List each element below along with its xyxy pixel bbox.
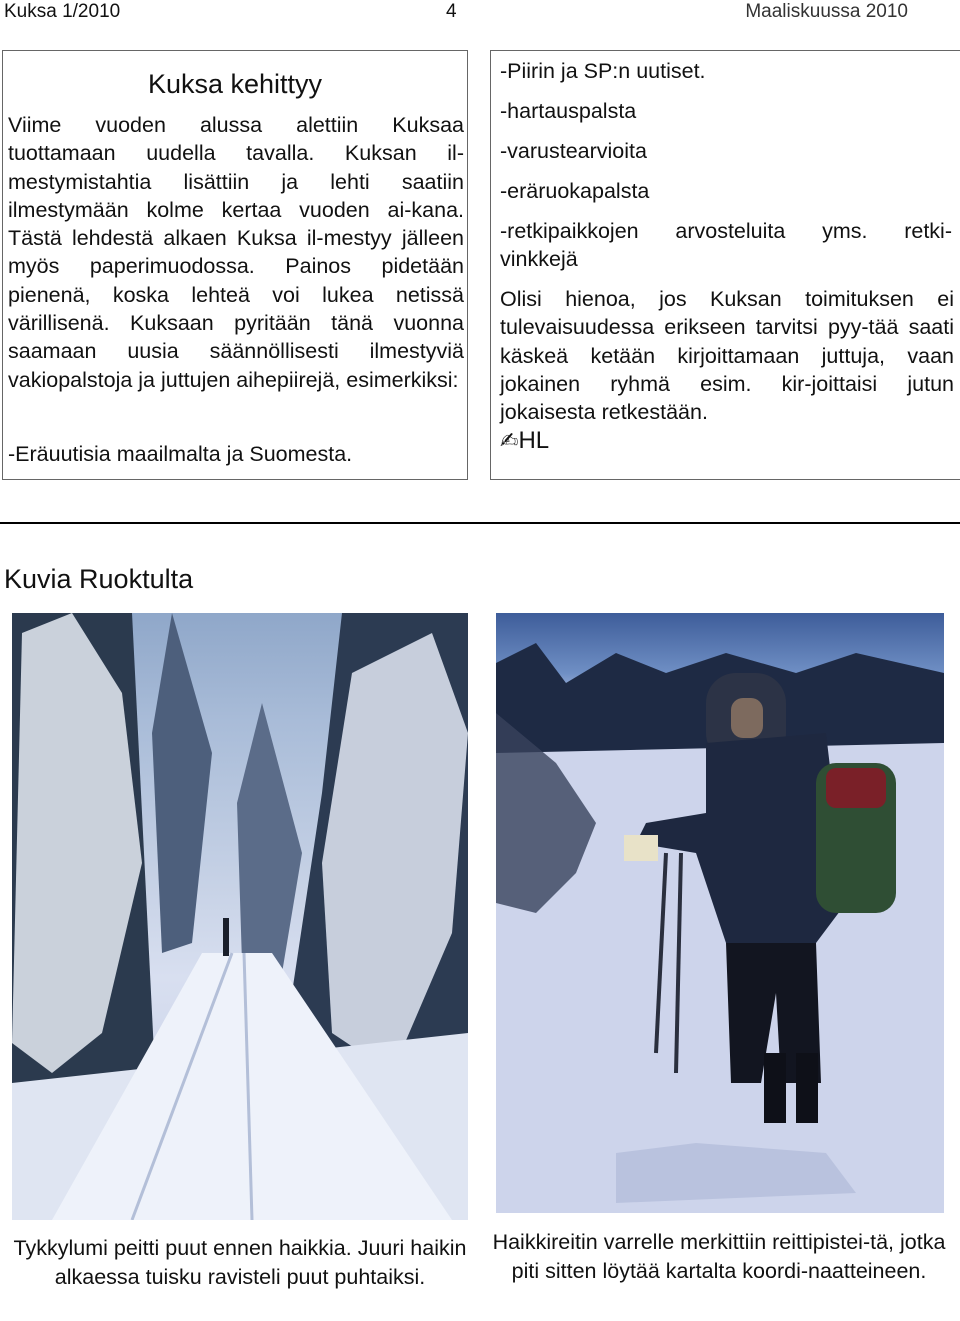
hiker-marking-map-illustration <box>496 613 944 1213</box>
author-signature <box>500 426 549 457</box>
publication-issue: Kuksa 1/2010 <box>4 1 121 22</box>
article-list-item: -Piirin ja SP:n uutiset. <box>500 59 706 83</box>
article-list-item: -Eräuutisia maailmalta ja Suomesta. <box>8 442 353 466</box>
article-list-item: -eräruokapalsta <box>500 179 650 203</box>
article-title: Kuksa kehittyy <box>147 69 323 99</box>
article-box-kuksa-kehittyy <box>2 50 468 480</box>
author-initials: HL <box>518 427 550 454</box>
article-list-item: -hartauspalsta <box>500 99 637 123</box>
snowy-forest-trail-photo <box>12 613 468 1220</box>
article-list-item: -varustearvioita <box>500 139 647 163</box>
article-body: Viime vuoden alussa alettiin Kuksaa tuottamaan uudella tavalla. Kuksan il-mestymistahtia lisättiin ja lehti saatiin ilmestymään kolme kertaa vuoden ai-kana. Tästä lehdestä alkaen Kuksa il-mestyy jälleen myös paperimuodossa. Painos pidetään pienenä, koska lehteä voi lukea netissä värillisenä. Kuksaan pyritään tänä vuonna saamaan uusia säännöllisesti ilmestyviä vakiopalstoja ja juttujen aihepiirejä, esimerkiksi: <box>8 113 464 392</box>
photo-caption: Tykkylumi peitti puut ennen haikkia. Juuri haikin alkaessa tuisku ravisteli puut puhtaiksi. <box>13 1236 467 1289</box>
section-divider <box>0 522 960 524</box>
issue-date: Maaliskuussa 2010 <box>745 1 908 22</box>
article-closing-paragraph: Olisi hienoa, jos Kuksan toimituksen ei tulevaisuudessa erikseen tarvitsi pyy-tää saati käskeä ketään kirjoittamaan juttuja, vaan jokainen ryhmä esim. kir-joittaisi jutun jokaisesta retkestään. <box>500 287 954 425</box>
article-list-item-continued: vinkkejä <box>500 247 578 271</box>
writing-hand-icon: ✍ <box>500 429 519 454</box>
hiker-marking-map-photo <box>496 613 944 1213</box>
article-list-item: -retkipaikkojen arvosteluita yms. retki- <box>500 219 952 243</box>
snowy-forest-trail-illustration <box>12 613 468 1220</box>
page-number: 4 <box>446 1 457 22</box>
page-header <box>0 0 960 30</box>
photo-caption: Haikkireitin varrelle merkittiin reittipistei-tä, jotka piti sitten löytää kartalta koordi-naatteineen. <box>492 1230 946 1283</box>
article-box-continued <box>490 50 960 480</box>
section-title: Kuvia Ruoktulta <box>4 564 194 594</box>
